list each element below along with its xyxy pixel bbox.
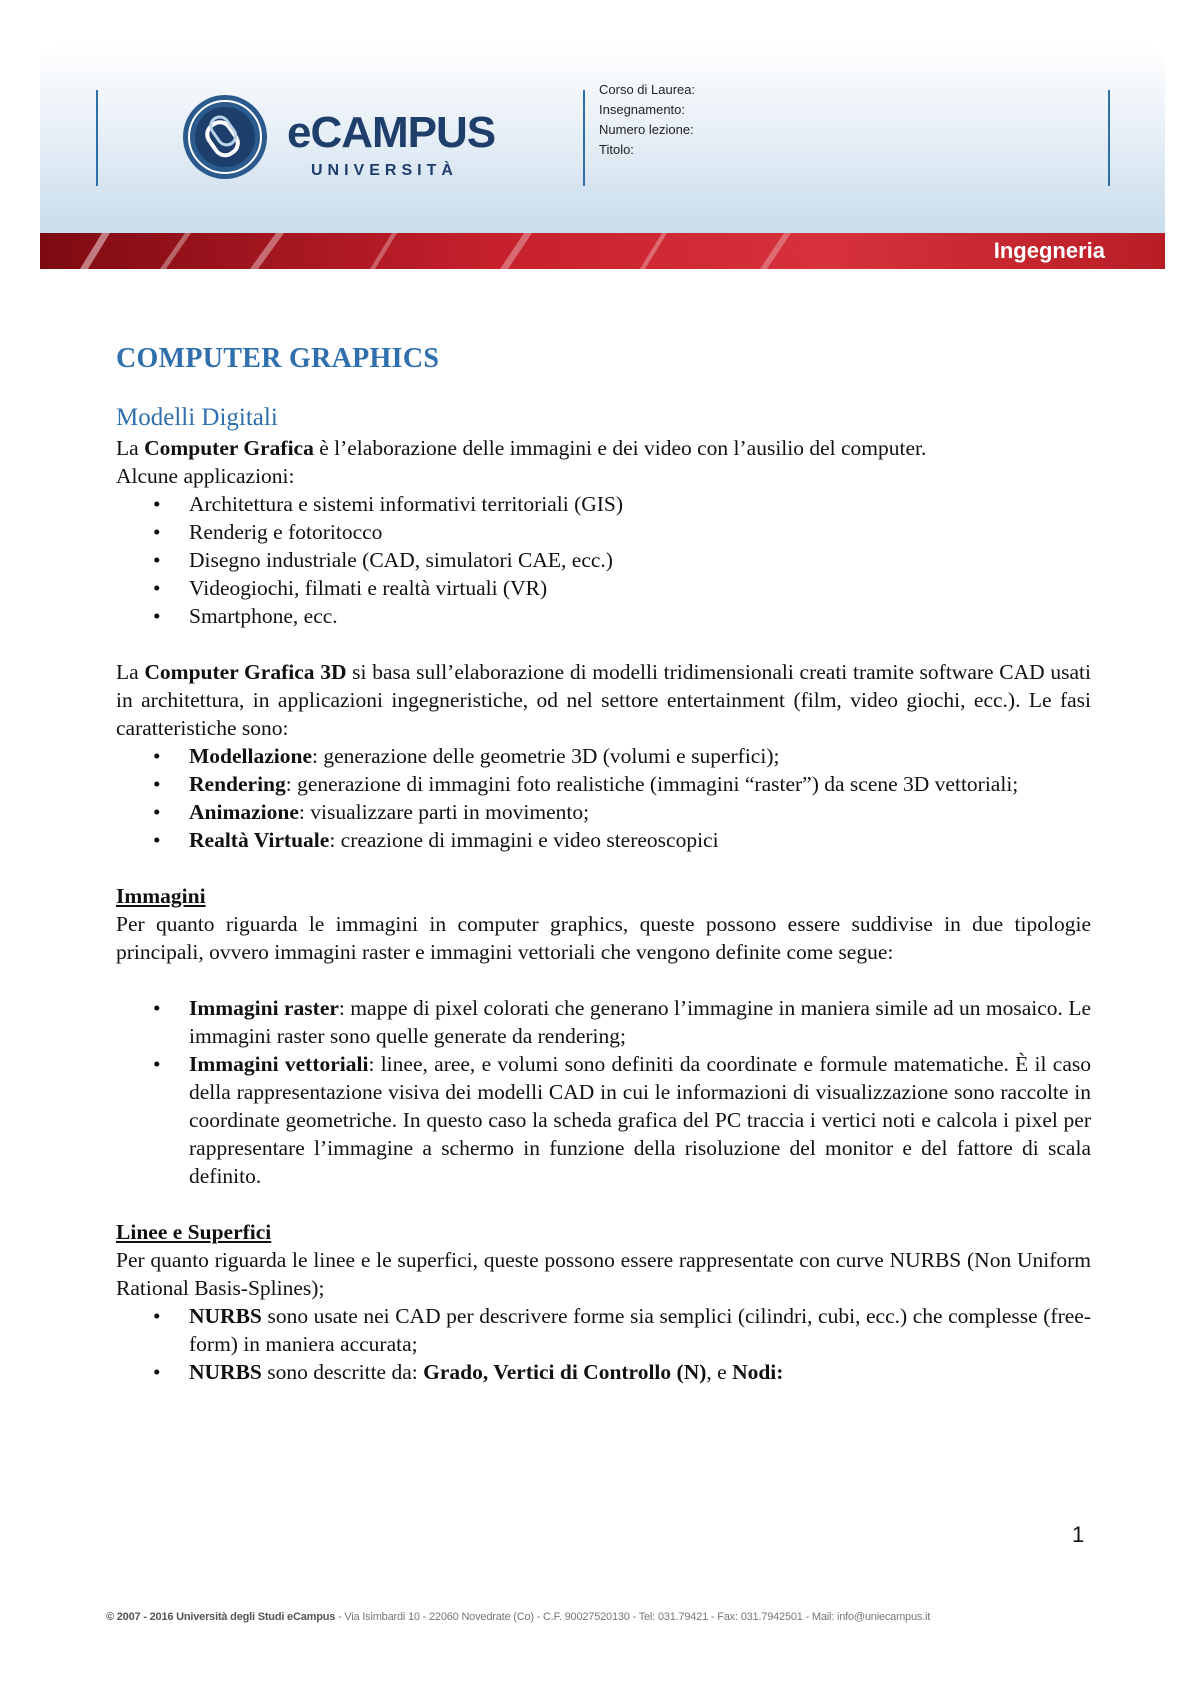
faculty-label: Ingegneria bbox=[993, 238, 1105, 263]
list-item: • Smartphone, ecc. bbox=[189, 602, 1091, 630]
page-number: 1 bbox=[1072, 1522, 1085, 1547]
list-item: • Realtà Virtuale: creazione di immagini e video stereoscopici bbox=[189, 826, 1091, 854]
list-item: • Renderig e fotoritocco bbox=[189, 518, 1091, 546]
list-item: • Videogiochi, filmati e realtà virtuali (VR) bbox=[189, 574, 1091, 602]
applications-list bbox=[116, 490, 1091, 630]
section-heading-modelli: Modelli Digitali bbox=[116, 404, 278, 431]
applications-label: Alcune applicazioni: bbox=[116, 464, 295, 488]
computer-grafica-3d-paragraph: La Computer Grafica 3D si basa sull’elaborazione di modelli tridimensionali creati tramite software CAD usati in architettura, in applicazioni ingegneristiche, od nel settore entertainment (film, video giochi, ecc.). Le fasi caratteristiche sono: bbox=[116, 660, 1091, 740]
divider-middle bbox=[583, 90, 585, 186]
faculty-band bbox=[40, 233, 1165, 269]
list-item: • Rendering: generazione di immagini foto realistiche (immagini “raster”) da scene 3D vettoriali; bbox=[189, 770, 1091, 798]
course-meta bbox=[599, 80, 695, 160]
logo-subtitle: UNIVERSITÀ bbox=[311, 162, 458, 179]
list-item: • Disegno industriale (CAD, simulatori CAE, ecc.) bbox=[189, 546, 1091, 574]
document-body bbox=[116, 342, 1091, 1386]
list-item: • Modellazione: generazione delle geometrie 3D (volumi e superfici); bbox=[189, 742, 1091, 770]
header-banner bbox=[40, 44, 1165, 269]
meta-course: Corso di Laurea: bbox=[599, 82, 696, 97]
meta-lesson-number: Numero lezione: bbox=[599, 122, 694, 137]
logo-brand: eCAMPUS bbox=[287, 108, 496, 157]
meta-teaching: Insegnamento: bbox=[599, 102, 686, 117]
list-item: • NURBS sono usate nei CAD per descrivere forme sia semplici (cilindri, cubi, ecc.) che complesse (free-form) in maniera accurata; bbox=[189, 1302, 1091, 1358]
section-heading-linee: Linee e Superfici bbox=[116, 1220, 272, 1244]
linee-paragraph: Per quanto riguarda le linee e le superfici, queste possono essere rappresentate con curve NURBS (Non Uniform Rational Basis-Splines); bbox=[116, 1248, 1091, 1300]
list-item: • NURBS sono descritte da: Grado, Vertici di Controllo (N), e Nodi: bbox=[189, 1358, 1091, 1386]
footer: © 2007 - 2016 Università degli Studi eCampus - Via Isimbardi 10 - 22060 Novedrate (Co) - C.F. 90027520130 - Tel: 031.79421 - Fax: 031.7942501 - Mail: info@uniecampus.it bbox=[106, 1611, 931, 1623]
nurbs-list bbox=[116, 1302, 1091, 1386]
immagini-paragraph: Per quanto riguarda le immagini in computer graphics, queste possono essere suddivise in due tipologie principali, ovvero immagini raster e immagini vettoriali che vengono definite come segue: bbox=[116, 912, 1091, 964]
list-item: • Immagini vettoriali: linee, aree, e volumi sono definiti da coordinate e formule matematiche. È il caso della rappresentazione visiva dei modelli CAD in cui le informazioni di visualizzazione sono raccolte in coordinate geometriche. In questo caso la scheda grafica del PC traccia i vertici noti e calcola i pixel per rappresentare l’immagine a schermo in funzione della risoluzione del monitor e del fattore di scala definito. bbox=[189, 1050, 1091, 1190]
ecampus-logo bbox=[180, 92, 510, 192]
divider-right bbox=[1108, 90, 1110, 186]
phases-list bbox=[116, 742, 1091, 854]
ecampus-emblem-icon bbox=[180, 92, 270, 182]
intro-paragraph: La Computer Grafica è l’elaborazione delle immagini e dei video con l’ausilio del computer. bbox=[116, 436, 927, 460]
list-item: • Architettura e sistemi informativi territoriali (GIS) bbox=[189, 490, 1091, 518]
list-item: • Immagini raster: mappe di pixel colorati che generano l’immagine in maniera simile ad un mosaico. Le immagini raster sono quelle generate da rendering; bbox=[189, 994, 1091, 1050]
divider-left bbox=[96, 90, 98, 186]
meta-title: Titolo: bbox=[599, 142, 634, 157]
section-heading-immagini: Immagini bbox=[116, 884, 206, 908]
page-title: COMPUTER GRAPHICS bbox=[116, 343, 440, 374]
list-item: • Animazione: visualizzare parti in movimento; bbox=[189, 798, 1091, 826]
image-types-list bbox=[116, 994, 1091, 1190]
